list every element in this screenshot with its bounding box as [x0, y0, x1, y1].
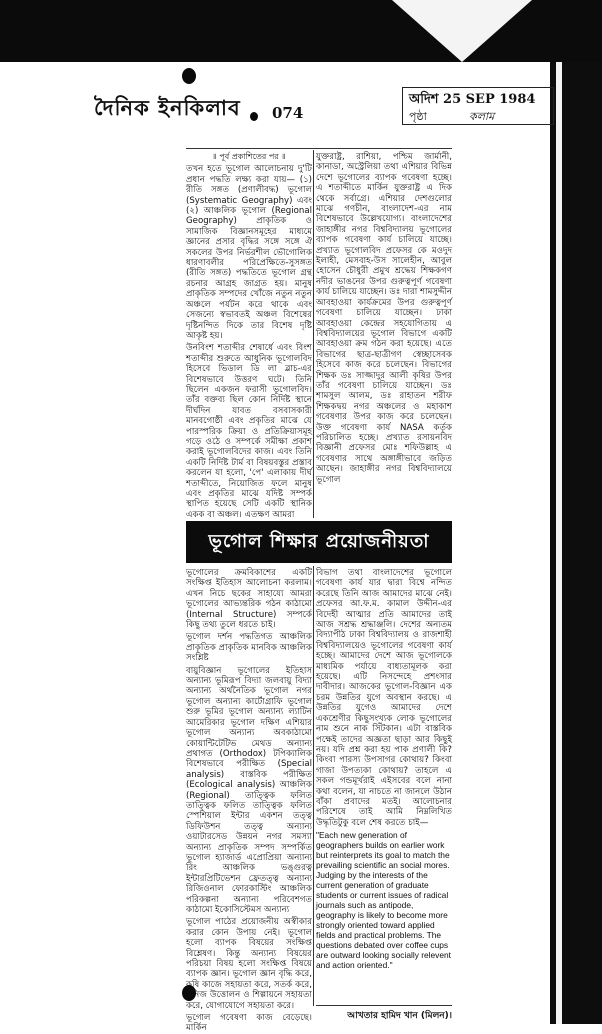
structure-chart-body: বায়ুবিজ্ঞান ভূগোলের ইতিহাস অন্যান্য ভূমিরূপ বিদ্যা জলবায়ু বিদ্যা অন্যান্য অর্থনৈতিক ভূগোল নগর ভূগোল অন্যান্য কার্টোগ্রাফি ভূগোল শুরু ভূমির ভূগোল অন্যান্য ল্যাটিন আমেরিকার ভূগোল দক্ষিণ এশিয়ার ভূগোল অন্যান্য অবকাঠামো কোয়ান্টিটেটিভ মেথড অন্যান্য প্রথাগত (Orthodox) টপিক্যালিক বিশেষভাবে পরীক্ষিত (Special analysis) বাস্তবিক পরীক্ষিত (Ecological analysis) আঞ্চলিক (Regional) তাত্ত্বিক ফলিত তাত্ত্বিক ফলিত তাত্ত্বিক ফলিত স্পেশিয়াল ইন্টার একশন তত্ত্ব ডিফিউশন তত্ত্ব অন্যান্য ওয়াটারসেড উন্নয়ন নগর সমস্যা অন্যান্য প্রাকৃতিক সম্পদ সম্পর্কিত ভূগোল হ্যাজার্ড এপ্রোপ্রিয়া অন্যান্য রিং আঞ্চলিক ভঙ্গুরত্ব ইন্টারপ্রিটিভেশন ফ্রেতত্ত্ব অন্যান্য রিজিওনাল ফোরকাস্টিং আঞ্চলিক পরিকল্পনা অন্যান্য পরিবেশগত কাঠামো ইকোসিস্টেমস অন্যান্য — [186, 665, 312, 915]
article-headline: ভূগোল শিক্ষার প্রয়োজনীয়তা — [186, 521, 452, 563]
newspaper-name: দৈনিক ইনকিলাব — [94, 95, 241, 120]
date-stamp — [402, 87, 554, 125]
scan-corner-fold — [392, 0, 532, 62]
article-column-left-bottom — [186, 568, 312, 1034]
article-top-rule — [186, 148, 452, 149]
author-byline: আখতার হামিদ খান (মিলন)। — [347, 1011, 452, 1021]
paragraph: যুক্তরাষ্ট্র, রাশিয়া, পশ্চিম জার্মানী, কানাডা, অস্ট্রেলিয়া তথা এশিয়ার বিভিন্ন দেশে ভূগোলের ব্যাপক গবেষণা হচ্ছে। এ শতাব্দীতে মার্কিন যুক্তরাষ্ট্র এ দিক থেকে সর্বাগ্রে। এশিয়ার দেশগুলোর মাঝে গণচীন, বাংলাদেশ-এর নাম বিশেষভাবে উল্লেখযোগ্য। বাংলাদেশের জাহাঙ্গীর নগর বিশ্ববিদ্যালয় ভূগোলের ব্যাপক গবেষণা কার্য চালিয়ে যাচ্ছে। প্রখ্যাত ভূগোলবিদ প্রফেসর কে মওদুদ ইলাহী, মেসবাহ-উস সালেহীন, আবুল হোসেন চৌধুরী প্রমুখ শ্রদ্ধেয় শিক্ষকগণ নদীর ভাঙনের উপর গুরুত্বপূর্ণ গবেষণা কার্য চালিয়ে যাচ্ছেন। ডঃ দারা শামসুদ্দীন আবহাওয়া কার্যক্রমের উপর গুরুত্বপূর্ণ গবেষণা চালিয়ে যাচ্ছেন। ঢাকা আবহাওয়া কেন্দ্রের সহযোগিতায় এ বিশ্ববিদ্যালয়ের ভূগোল বিভাগে একটি আবহাওয়া ক্রম গঠন করা হয়েছে। এতে বিভাগের ছাত্র-ছাত্রীগণ স্বেচ্ছাসেবক হিসেবে কাজ করে চলেছেন। বিভাগের শিক্ষক ডঃ সাজ্জাদুর আলী কৃষির উপর তাঁর গবেষণা চালিয়ে যাচ্ছেন। ডঃ শামসুল আলম, ডঃ রাহাতন শরীফ শিক্ষকদ্বয় নগর অঞ্চলের ও মহাকাশ গবেষণার উপর কাজ করে চলেছেন। উক্ত গবেষণা কার্য NASA কর্তৃক পরিচালিত হচ্ছে। প্রখ্যাত রসায়নবিদ বিজ্ঞানী প্রফেসর মোঃ শফিউল্লাহ এ গবেষণার সাথে অঙ্গাঙ্গীভাবে জড়িত আছেন। জাহাঙ্গীর নগর বিশ্ববিদ্যালয়ে ভূগোল — [316, 152, 452, 485]
column-divider-top — [313, 150, 314, 518]
scan-right-strip — [556, 62, 562, 1024]
paragraph: তখন হতে ভূগোল আলোচনায় দু'টি প্রধান পদ্ধতি লক্ষ্য করা যায়— (১) রীতি সঙ্গত (প্রণালীবদ্ধ) ভূগোল (Systematic Geography) এবং (২) আঞ্চলিক ভূগোল (Regional Geography) প্রাকৃতিক ও সামাজিক বিজ্ঞানসমূহের মাধ্যমে জ্ঞানের প্রসার বৃদ্ধির সঙ্গে সঙ্গে ঐ সকলের উপর নির্ভরশীল ভৌগোলিক ধারণাবলীর পরিপ্রেক্ষিতে-সুসঙ্গত (রীতি সঙ্গত) পদ্ধতিতে ভূগোল গ্রন্থ রচনার আগ্রহ জাগ্রত হয়। মানুষ প্রাকৃতিক সম্পদের খোঁজে নতুন নতুন অঞ্চলে পর্যটন করে থাকে এবং সেজন্যে স্বভাবতই অঞ্চল বিশেষের দৃষ্টিনন্দিত দিকে তার বিশেষ দৃষ্টি আকৃষ্ট হয়। — [186, 164, 312, 341]
continued-mark: ॥ পূর্ব প্রকাশিতের পর ॥ — [212, 152, 286, 161]
paragraph: ভূগোল পাঠের প্রয়োজনীয় অস্বীকার করার কোন উপায় নেই। ভূগোল হলো ব্যাপক বিষয়ের সংক্ষিপ্ত বিশ্লেষণ। কিন্তু অন্যান্য বিষয়ের পরিচয়া বিষয় হলো সংক্ষিপ্ত বিষয়ে ব্যাপক জ্ঞান। ভূগোল জ্ঞান বৃদ্ধি করে, কৃষি কাজে সহায়তা করে, সতর্ক করে, খনিজ উত্তোলন ও শিল্পায়নে সহায়তা করে, যোগাযোগে সহায়তা করে। — [186, 917, 312, 1011]
byline-rule — [316, 1005, 452, 1006]
paragraph: উনবিংশ শতাব্দীর শেষার্ধে এবং বিংশ শতাব্দীর শুরুতে আধুনিক ভূগোলবিদ হিসেবে ভিডাল ডি লা ব্লাচ-এর বিশেষভাবে উত্তরণ ঘটে। তিনি ছিলেন একজন ফরাসী ভূগোলবিদ। তাঁর বক্তব্য ছিল কোন নির্দিষ্ট স্থানে দীর্ঘদিন যাবত বসবাসকারী মানবগোষ্ঠী এবং প্রকৃতির মাঝে যে পারস্পরিক ক্রিয়া ও প্রতিক্রিয়াসমূহ গড়ে ওঠে ও সম্পর্কে সমীক্ষা প্রকাশ করাই ভূগোলবিদের কাজ। এবং তিনি একটি নির্দিষ্ট টার্ম বা বিষয়বস্তুর প্রস্তাব করলেন যা হলো, 'পে' এলাকায় দীর্ঘ শতাব্দীতে, নিয়োজিত ফলে মানুষ এবং প্রকৃতির মাঝে যদিষ্ট সম্পর্ক স্থাপিত হয়েছে সেটি একটি স্থানিক একক বা অঞ্চল। এতক্ষণ আমরা — [186, 343, 312, 520]
page-number: 074 — [272, 104, 304, 122]
stamp-page-label: পৃষ্ঠা — [409, 110, 427, 123]
column-divider-bottom — [313, 566, 314, 1006]
paragraph: বিভাগ তথা বাংলাদেশের ভূগোলে গবেষণা কার্য যার দ্বারা বিশ্বে নন্দিত করেছে তিনি আজ আমাদের মাঝে নেই। প্রফেসর আ.ফ.ম. কামাল উদ্দীন-এর বিদেহী আত্মার প্রতি আমাদের তাই আজ সশ্রদ্ধ শ্রদ্ধাঞ্জলি। দেশের অন্যতম বিদ্যাপীঠ ঢাকা বিশ্ববিদ্যালয় ও রাজশাহী বিশ্ববিদ্যালয়েও ভূগোলের গবেষণা কার্য হচ্ছে। আমাদের দেশে আজ ভূগোলকে মাধ্যমিক পর্যায়ে বাধ্যতামূলক করা হয়েছে। এটি নিসন্দেহে প্রশংসার দাবীদার। আজকের ভূগোল-বিজ্ঞান এক চরম উন্নতির যুগে অবস্থান করছে। এ উন্নতির যুগেও আমাদের দেশে একশ্রেণীর কিছুসংখ্যক লোক ভূগোলের নাম শুনে নাক সিঁটকান। এটা বাস্তবিক পক্ষেই তাদের অজ্ঞতা ছাড়া আর কিছুই নয়। যদি প্রশ্ন করা হয় পাক প্রণালী কি? কিংবা পারস্য উপসাগর কোথায়? কিংবা গাজা উপত্যকা কোথায়? তাহলে এ সকল গন্ডমূর্খরাই এইসবের বলে নানা কথা বলেন, যা নাচতে না জানলে উঠান বাঁকা প্রবাদের মতই। আলোচনার পরিশেষে তাই আমি নিম্নলিখিত উদ্ধৃতিটুকু বলে শেষ করতে চাই— — [316, 568, 452, 828]
scan-top-border — [0, 0, 602, 62]
scan-right-border — [550, 62, 602, 1024]
article-column-left-top — [186, 152, 312, 518]
structure-chart-heading: ভূগোল দর্শন পদ্ধতিগত আঞ্চলিক প্রাকৃতিক প্রাকৃতিক মানবিক আঞ্চলিক সংশ্লিষ্ট — [186, 632, 312, 664]
english-quote: "Each new generation of geographers builds on earlier work but reinterprets its goal to match the prevailing scientific an social mores. Judging by the interests of the current generation of graduate students or current issues of radical journals such as antipode, geography is likely to become more strongly oriented toward applied fields and practical problems. The questions debated over coffee cups are outward looking socially relevent and action oriented." — [316, 830, 452, 971]
paragraph: ভূগোল গবেষণা কাজ বেড়েছে। মার্কিন — [186, 1013, 312, 1034]
article-column-right-top — [316, 152, 452, 518]
article-column-right-bottom — [316, 568, 452, 1008]
punch-mark — [250, 112, 258, 121]
stamp-date: অদিশ 25 SEP 1984 — [409, 92, 536, 107]
punch-hole-top — [182, 68, 196, 84]
stamp-column-label: কলাম — [469, 110, 495, 123]
paragraph: ভূগোলের ক্রমবিকাশের একটি সংক্ষিপ্ত ইতিহাস আলোচনা করলাম। এখন নিচে ছকের সাহায্যে আমরা ভূগোলের আভ্যন্তরিক গঠন কাঠামো (Internal Structure) সম্পর্কে কিছু তথ্য তুলে ধরতে চাই। — [186, 568, 312, 631]
